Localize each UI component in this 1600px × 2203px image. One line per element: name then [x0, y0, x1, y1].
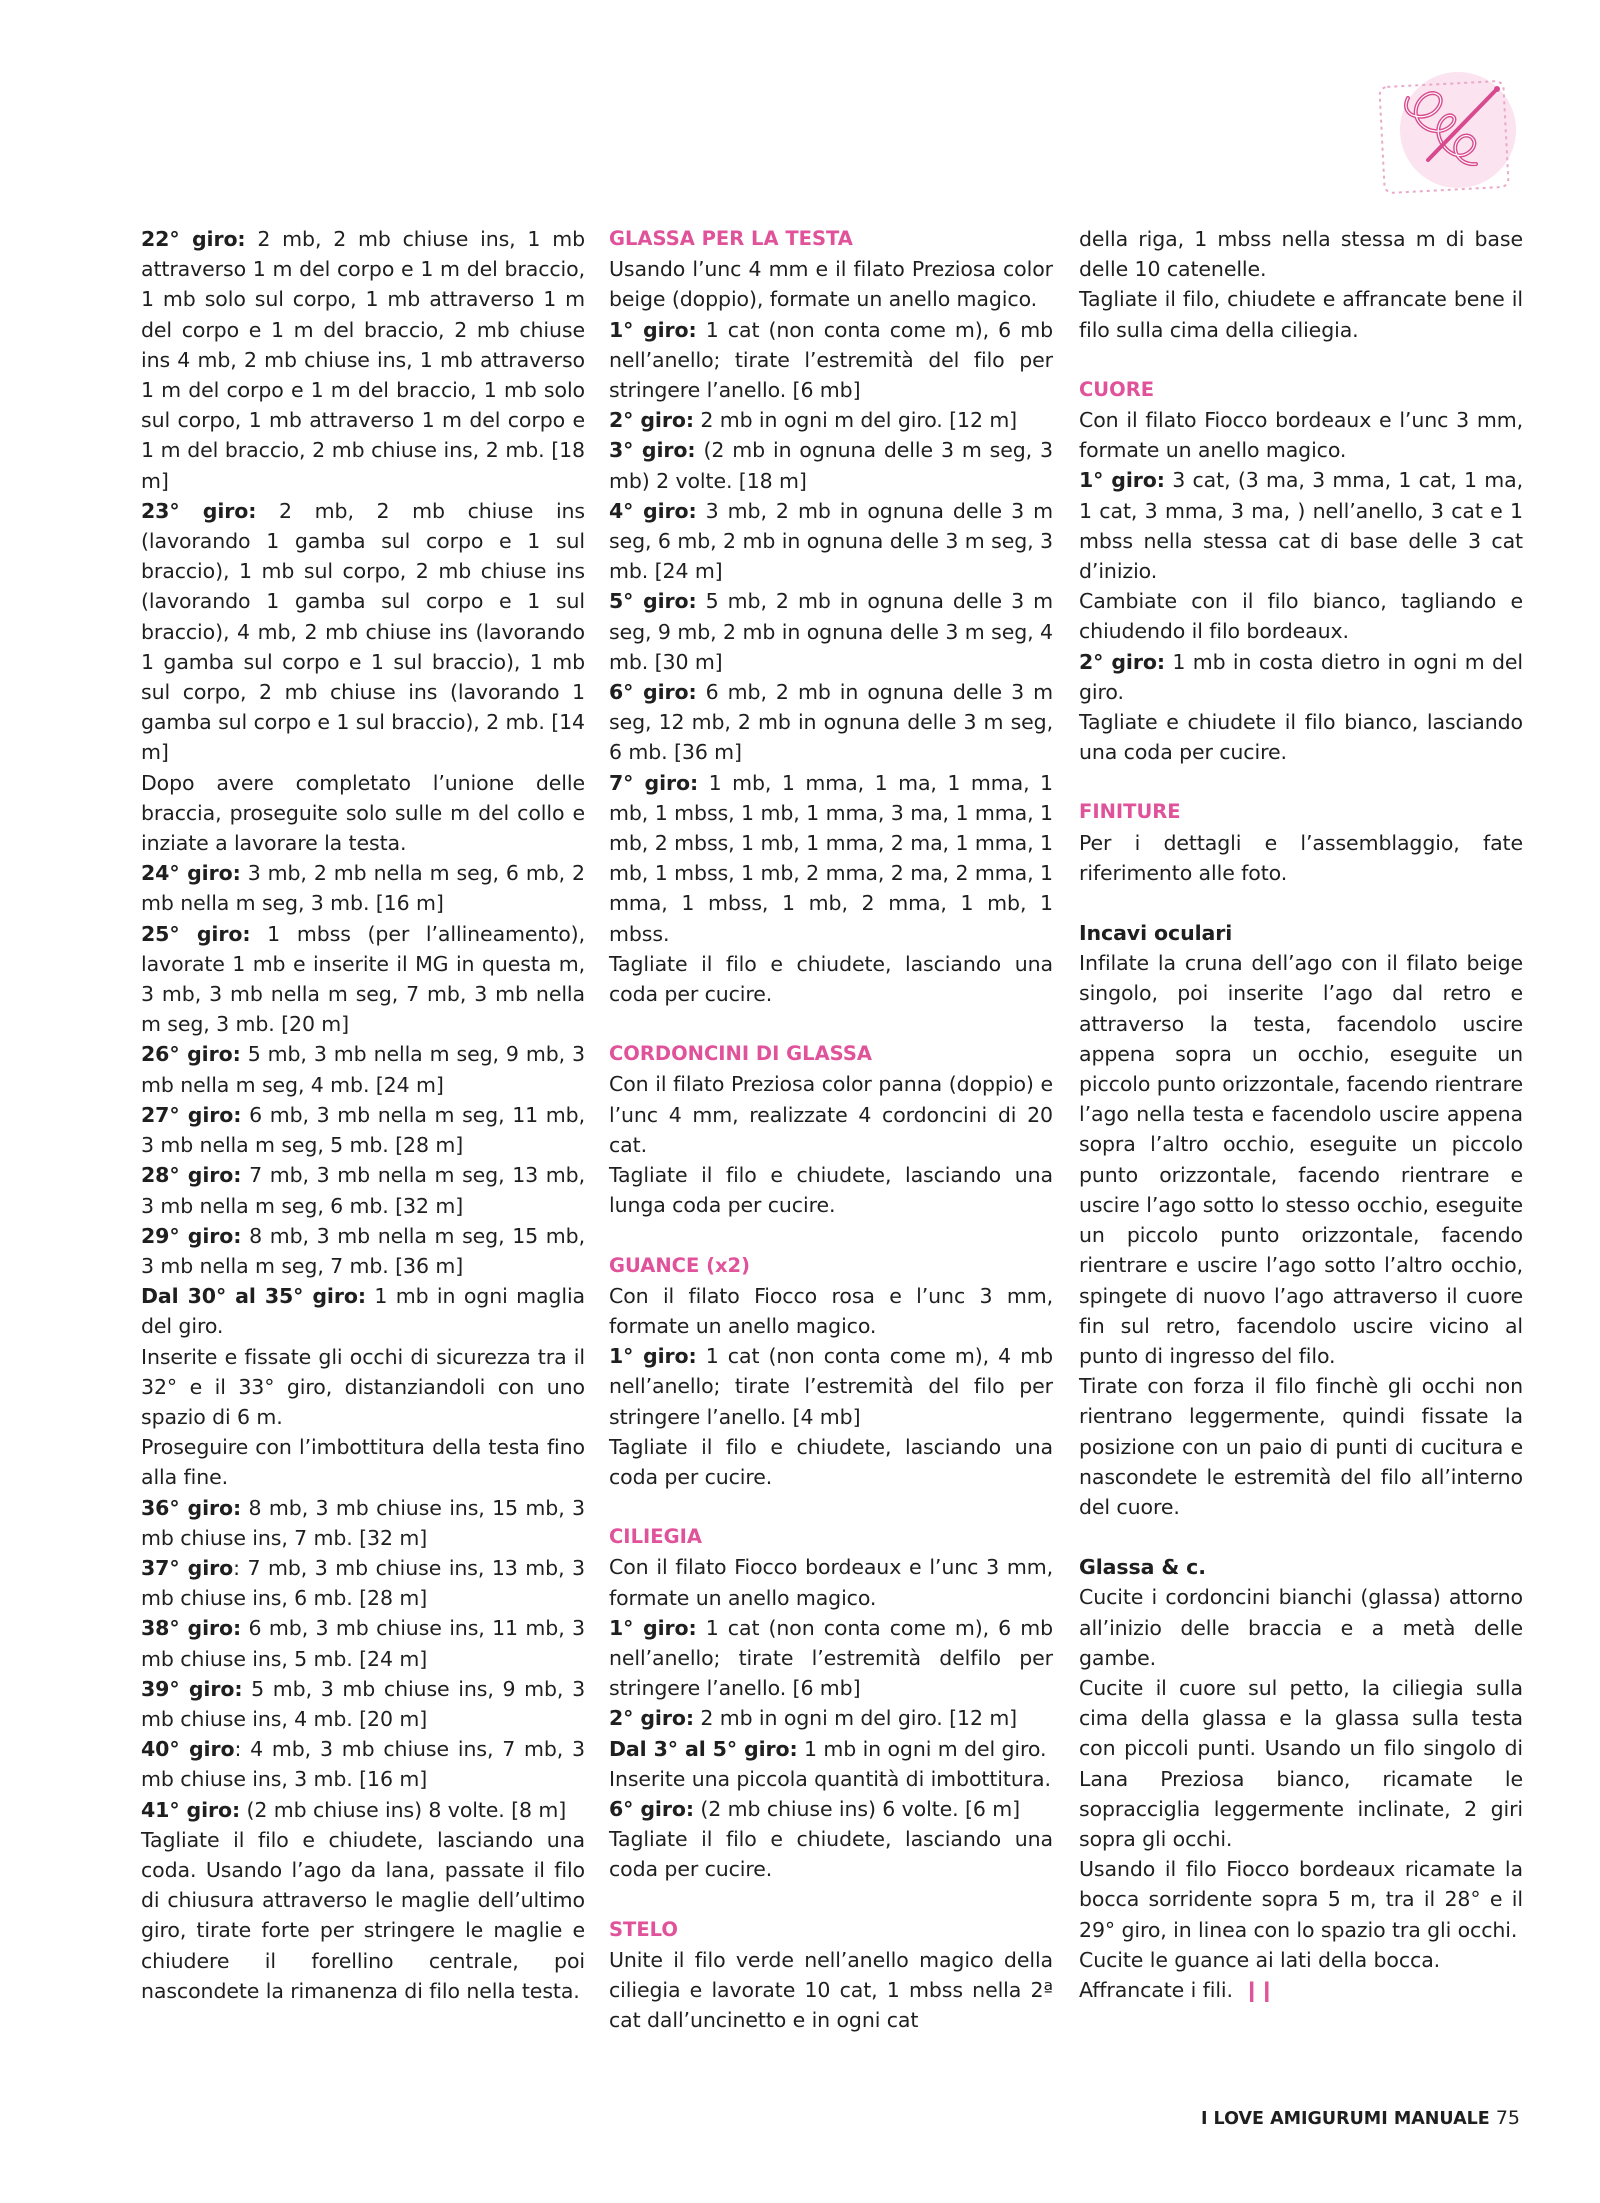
instruction-text: Dopo avere completato l’unione delle braccia, proseguite solo sulle m del collo e inziate a lavorare la testa. — [141, 770, 585, 856]
instruction-text: Con il filato Fiocco bordeaux e l’unc 3 mm, formate un anello magico. — [609, 1555, 1053, 1610]
instruction-text: 2 mb, 2 mb chiuse ins, 1 mb attraverso 1 m del corpo e 1 m del braccio, 1 mb solo sul corpo, 1 mb attraverso 1 m del corpo e 1 m del braccio, 2 mb chiuse ins 4 mb, 2 mb chiuse ins, 1 mb attraverso 1 m del corpo e 1 m del braccio, 1 mb solo sul corpo, 1 mb attraverso 1 m del corpo e 1 m del braccio, 2 mb chiuse ins, 2 mb. [18 m] — [141, 227, 586, 493]
instruction-text: Tagliate il filo, chiudete e affrancate bene il filo sulla cima della ciliegia. — [1079, 287, 1523, 342]
instruction-text: Proseguire con l’imbottitura della testa fino alla fine. — [141, 1435, 585, 1490]
instruction-paragraph — [609, 1069, 1053, 1160]
instruction-text: 5 mb, 3 mb nella m seg, 9 mb, 3 mb nella m seg, 4 mb. [24 m] — [141, 1042, 586, 1097]
round-label: 28° giro: — [141, 1163, 242, 1188]
instruction-paragraph — [609, 1794, 1053, 1824]
round-label: 36° giro: — [141, 1495, 242, 1520]
round-label: 29° giro: — [141, 1223, 242, 1248]
instruction-paragraph — [141, 768, 585, 859]
section-heading: CORDONCINI DI GLASSA — [609, 1042, 872, 1066]
instruction-paragraph — [609, 435, 1053, 495]
instruction-paragraph — [609, 1613, 1053, 1704]
instruction-paragraph — [141, 1160, 585, 1220]
instruction-paragraph — [1079, 1854, 1523, 1945]
instruction-text: : 4 mb, 3 mb chiuse ins, 7 mb, 3 mb chiuse ins, 3 mb. [16 m] — [141, 1737, 585, 1792]
round-label: 3° giro: — [609, 438, 696, 463]
instruction-paragraph — [609, 1552, 1053, 1612]
round-label: 5° giro: — [609, 589, 697, 614]
column-left — [141, 224, 585, 2006]
instruction-paragraph — [1079, 1975, 1523, 2005]
instruction-text: Affrancate i fili. — [1079, 1977, 1233, 2002]
round-label: 6° giro: — [609, 680, 697, 705]
instruction-text: Tagliate il filo e chiudete, lasciando una coda per cucire. — [609, 1827, 1053, 1882]
instruction-text: (2 mb in ognuna delle 3 m seg, 3 mb) 2 volte. [18 m] — [609, 438, 1053, 493]
section-heading: CILIEGIA — [609, 1525, 702, 1549]
instruction-paragraph — [609, 1734, 1053, 1764]
magazine-title: I LOVE AMIGURUMI MANUALE — [1200, 2109, 1490, 2129]
instruction-paragraph — [141, 1281, 585, 1341]
instruction-text: : 7 mb, 3 mb chiuse ins, 13 mb, 3 mb chiuse ins, 6 mb. [28 m] — [141, 1555, 585, 1611]
instruction-paragraph — [609, 1703, 1053, 1733]
round-label: 2° giro: — [1079, 649, 1165, 674]
instruction-text: 2 mb in ogni m del giro. [12 m] — [693, 408, 1018, 433]
instruction-paragraph — [1079, 1371, 1523, 1522]
instruction-paragraph — [141, 1734, 585, 1794]
instruction-text: 5 mb, 2 mb in ognuna delle 3 m seg, 9 mb, 2 mb in ognuna delle 3 m seg, 4 mb. [30 m] — [609, 589, 1053, 674]
instruction-paragraph — [1079, 647, 1523, 707]
section-heading: FINITURE — [1079, 800, 1181, 824]
instruction-text: Usando l’unc 4 mm e il filato Preziosa color beige (doppio), formate un anello magico. — [609, 257, 1053, 312]
instruction-text: Cucite le guance ai lati della bocca. — [1079, 1947, 1441, 1972]
instruction-paragraph — [1079, 1582, 1523, 1673]
sub-heading: Glassa & c. — [1079, 1555, 1206, 1580]
round-label: 27° giro: — [141, 1102, 242, 1127]
instruction-text: 8 mb, 3 mb chiuse ins, 15 mb, 3 mb chiuse ins, 7 mb. [32 m] — [141, 1495, 585, 1550]
instruction-text: 3 cat, (3 ma, 3 mma, 1 cat, 1 ma, 1 cat, 3 mma, 3 ma, ) nell’anello, 3 cat e 1 mbss nella stessa cat di base delle 3 cat d’inizio. — [1079, 468, 1523, 584]
instruction-paragraph — [1079, 707, 1523, 767]
instruction-text: Unite il filo verde nell’anello magico della ciliegia e lavorate 10 cat, 1 mbss nella 2ª cat dall’uncinetto e in ogni cat — [609, 1947, 1053, 2033]
instruction-text: 2 mb in ogni m del giro. [12 m] — [693, 1706, 1018, 1731]
instruction-text: 6 mb, 3 mb chiuse ins, 11 mb, 3 mb chiuse ins, 5 mb. [24 m] — [141, 1616, 585, 1671]
instruction-paragraph — [1079, 1945, 1523, 1975]
instruction-paragraph — [1079, 405, 1523, 465]
instruction-text: 2 mb, 2 mb chiuse ins (lavorando 1 gamba sul corpo e 1 sul braccio), 1 mb sul corpo, 2 mb chiuse ins (lavorando 1 gamba sul corpo e 1 sul braccio), 4 mb, 2 mb chiuse ins (lavorando 1 gamba sul corpo e 1 sul braccio), 1 mb sul corpo, 2 mb chiuse ins (lavorando 1 gamba sul corpo e 1 sul braccio), 2 mb. [14 m] — [141, 498, 586, 765]
instruction-paragraph — [609, 405, 1053, 435]
round-label: 39° giro: — [141, 1676, 243, 1701]
instruction-text: 1 mbss (per l’allineamento), lavorate 1 mb e inserite il MG in questa m, 3 mb, 3 mb nella m seg, 7 mb, 3 mb nella m seg, 3 mb. [20 m] — [141, 921, 585, 1037]
instruction-text: 7 mb, 3 mb nella m seg, 13 mb, 3 mb nella m seg, 6 mb. [32 m] — [141, 1163, 585, 1218]
instruction-paragraph — [609, 677, 1053, 768]
instruction-paragraph — [141, 1674, 585, 1734]
round-label: 37° giro — [141, 1555, 234, 1580]
instruction-paragraph — [609, 254, 1053, 314]
instruction-text: Tagliate il filo e chiudete, lasciando una lunga coda per cucire. — [609, 1163, 1053, 1218]
column-middle — [609, 224, 1053, 2035]
instruction-text: Tagliate il filo e chiudete, lasciando una coda per cucire. — [609, 951, 1053, 1007]
round-label: 2° giro: — [609, 408, 694, 433]
instruction-paragraph — [141, 1221, 585, 1281]
instruction-paragraph — [609, 1764, 1053, 1794]
round-label: Dal 3° al 5° giro: — [609, 1736, 798, 1761]
round-label: 22° giro: — [141, 227, 246, 251]
section-heading: STELO — [609, 1917, 678, 1941]
instruction-text: Cambiate con il filo bianco, tagliando e chiudendo il filo bordeaux. — [1079, 589, 1523, 644]
instruction-text: 3 mb, 2 mb nella m seg, 6 mb, 2 mb nella m seg, 3 mb. [16 m] — [141, 861, 586, 916]
instruction-text: Cucite i cordoncini bianchi (glassa) attorno all’inizio delle braccia e a metà delle gambe. — [1079, 1585, 1523, 1670]
instruction-text: Con il filato Fiocco bordeaux e l’unc 3 mm, formate un anello magico. — [1079, 408, 1523, 463]
instruction-text: della riga, 1 mbss nella stessa m di base delle 10 catenelle. — [1079, 227, 1523, 282]
instruction-text: 1 mb, 1 mma, 1 ma, 1 mma, 1 mb, 1 mbss, 1 mb, 1 mma, 3 ma, 1 mma, 1 mb, 2 mbss, 1 mb, 1 mma, 2 ma, 1 mma, 1 mb, 1 mbss, 1 mb, 2 mma, 2 ma, 2 mma, 1 mma, 1 mbss, 1 mb, 2 mma, 1 mb, 1 mbss. — [609, 770, 1053, 946]
page-number: 75 — [1495, 2107, 1520, 2129]
instruction-paragraph — [141, 1493, 585, 1553]
instruction-text: 8 mb, 3 mb nella m seg, 15 mb, 3 mb nella m seg, 7 mb. [36 m] — [141, 1223, 585, 1278]
instruction-text: Tagliate il filo e chiudete, lasciando una coda per cucire. — [609, 1434, 1053, 1489]
crochet-hook-logo — [1368, 68, 1518, 196]
round-label: Dal 30° al 35° giro: — [141, 1284, 366, 1309]
instruction-paragraph — [609, 1160, 1053, 1220]
round-label: 38° giro: — [141, 1616, 242, 1641]
instruction-paragraph — [609, 949, 1053, 1009]
instruction-text: (2 mb chiuse ins) 6 volte. [6 m] — [693, 1796, 1021, 1821]
instruction-paragraph — [141, 496, 585, 768]
instruction-paragraph — [1079, 284, 1523, 344]
instruction-paragraph — [1079, 948, 1523, 1371]
instruction-paragraph — [141, 858, 585, 918]
instruction-text: 1 mb in ogni maglia del giro. — [141, 1284, 585, 1339]
round-label: 1° giro: — [609, 317, 697, 342]
instruction-paragraph — [1079, 224, 1523, 284]
instruction-text: Cucite il cuore sul petto, la ciliegia sulla cima della glassa e la glassa sulla testa con piccoli punti. Usando un filo singolo di Lana Preziosa bianco, ricamate le sopracciglia leggermente inclinate, 2 giri sopra gli occhi. — [1079, 1675, 1523, 1851]
instruction-paragraph — [609, 1945, 1053, 2036]
instruction-text: 6 mb, 3 mb nella m seg, 11 mb, 3 mb nella m seg, 5 mb. [28 m] — [141, 1102, 585, 1158]
instruction-text: Usando il filo Fiocco bordeaux ricamate la bocca sorridente sopra 5 m, tra il 28° e il 29° giro, in linea con lo spazio tra gli occhi. — [1079, 1857, 1523, 1942]
instruction-text: 1 mb in ogni m del giro. — [797, 1736, 1047, 1761]
instruction-text: Tagliate il filo e chiudete, lasciando una coda. Usando l’ago da lana, passate il filo di chiusura attraverso le maglie dell’ultimo giro, tirate forte per stringere le maglie e chiudere il forellino centrale, poi nascondete la rimanenza di filo nella testa. — [141, 1827, 585, 2003]
instruction-text: 6 mb, 2 mb in ognuna delle 3 m seg, 12 mb, 2 mb in ognuna delle 3 m seg, 6 mb. [36 m] — [609, 680, 1053, 765]
instruction-text: (2 mb chiuse ins) 8 volte. [8 m] — [240, 1797, 567, 1822]
instruction-text: 3 mb, 2 mb in ognuna delle 3 m seg, 6 mb, 2 mb in ognuna delle 3 m seg, 3 mb. [24 m] — [609, 498, 1053, 584]
instruction-paragraph — [609, 1824, 1053, 1884]
instruction-paragraph — [141, 224, 585, 496]
instruction-text: Tirate con forza il filo finchè gli occhi non rientrano leggermente, quindi fissate la posizione con un paio di punti di cucitura e nascondete le estremità del filo all’interno del cuore. — [1079, 1374, 1523, 1519]
instruction-text: Inserite una piccola quantità di imbottitura. — [609, 1766, 1051, 1791]
instruction-text: Con il filato Preziosa color panna (doppio) e l’unc 4 mm, realizzate 4 cordoncini di 20 cat. — [609, 1072, 1053, 1157]
instruction-text: Inserite e fissate gli occhi di sicurezza tra il 32° e il 33° giro, distanziandoli con uno spazio di 6 m. — [141, 1344, 585, 1429]
instruction-text: Con il filato Fiocco rosa e l’unc 3 mm, formate un anello magico. — [609, 1283, 1053, 1338]
instruction-paragraph — [141, 1825, 585, 2006]
round-label: 4° giro: — [609, 498, 697, 523]
end-mark: ❙❙ — [1242, 1977, 1274, 2002]
section-heading: GUANCE (x2) — [609, 1253, 751, 1277]
instruction-paragraph — [141, 1613, 585, 1673]
section-heading: GLASSA PER LA TESTA — [609, 227, 853, 250]
round-label: 1° giro: — [1079, 468, 1165, 493]
instruction-paragraph — [609, 586, 1053, 677]
instruction-paragraph — [609, 1432, 1053, 1492]
instruction-paragraph — [141, 1432, 585, 1492]
round-label: 25° giro: — [141, 921, 251, 946]
instruction-text: Infilate la cruna dell’ago con il filato beige singolo, poi inserite l’ago dal retro e attraverso la testa, facendolo uscire appena sopra un occhio, eseguite un piccolo punto orizzontale, facendo rientrare l’ago nella testa e facendolo uscire appena sopra l’altro occhio, eseguite un piccolo punto orizzontale, facendo rientrare e uscire l’ago sotto lo stesso occhio, eseguite un piccolo punto orizzontale, facendo rientrare e uscire l’ago sotto l’altro occhio, spingete di nuovo l’ago attraverso il cuore fin sul retro, facendolo uscire vicino al punto di ingresso del filo. — [1079, 951, 1523, 1368]
round-label: 7° giro: — [609, 770, 699, 795]
instruction-text: 5 mb, 3 mb chiuse ins, 9 mb, 3 mb chiuse ins, 4 mb. [20 m] — [141, 1676, 586, 1731]
instruction-paragraph — [141, 919, 585, 1040]
instruction-paragraph — [609, 1341, 1053, 1432]
instruction-text: Per i dettagli e l’assemblaggio, fate riferimento alle foto. — [1079, 830, 1523, 885]
instruction-paragraph — [1079, 465, 1523, 586]
round-label: 6° giro: — [609, 1796, 694, 1821]
page-footer — [1201, 2106, 1520, 2131]
round-label: 1° giro: — [609, 1344, 697, 1369]
instruction-paragraph — [1079, 586, 1523, 646]
column-right — [1079, 224, 1523, 2005]
round-label: 2° giro: — [609, 1706, 694, 1731]
round-label: 26° giro: — [141, 1042, 241, 1067]
sub-heading: Incavi oculari — [1079, 921, 1233, 946]
instruction-paragraph — [609, 315, 1053, 406]
instruction-paragraph — [609, 496, 1053, 587]
instruction-paragraph — [141, 1553, 585, 1613]
instruction-paragraph — [141, 1100, 585, 1160]
instruction-paragraph — [141, 1342, 585, 1433]
instruction-paragraph — [1079, 828, 1523, 888]
instruction-paragraph — [609, 1281, 1053, 1341]
round-label: 41° giro: — [141, 1797, 241, 1822]
instruction-text: 1 cat (non conta come m), 6 mb nell’anello; tirate l’estremità delfilo per stringere l’anello. [6 mb] — [609, 1615, 1053, 1701]
round-label: 23° giro: — [141, 498, 257, 523]
section-heading: CUORE — [1079, 377, 1155, 401]
round-label: 24° giro: — [141, 861, 241, 886]
instruction-text: Tagliate e chiudete il filo bianco, lasciando una coda per cucire. — [1079, 710, 1523, 765]
round-label: 1° giro: — [609, 1615, 697, 1640]
round-label: 40° giro — [141, 1737, 235, 1762]
instruction-text: 1 cat (non conta come m), 4 mb nell’anello; tirate l’estremità del filo per stringere l’anello. [4 mb] — [609, 1344, 1053, 1429]
instruction-text: 1 cat (non conta come m), 6 mb nell’anello; tirate l’estremità del filo per stringere l’anello. [6 mb] — [609, 317, 1053, 403]
instruction-paragraph — [1079, 1673, 1523, 1854]
instruction-text: 1 mb in costa dietro in ogni m del giro. — [1079, 649, 1523, 704]
instruction-paragraph — [141, 1039, 585, 1099]
instruction-paragraph — [609, 768, 1053, 949]
instruction-paragraph — [141, 1795, 585, 1825]
